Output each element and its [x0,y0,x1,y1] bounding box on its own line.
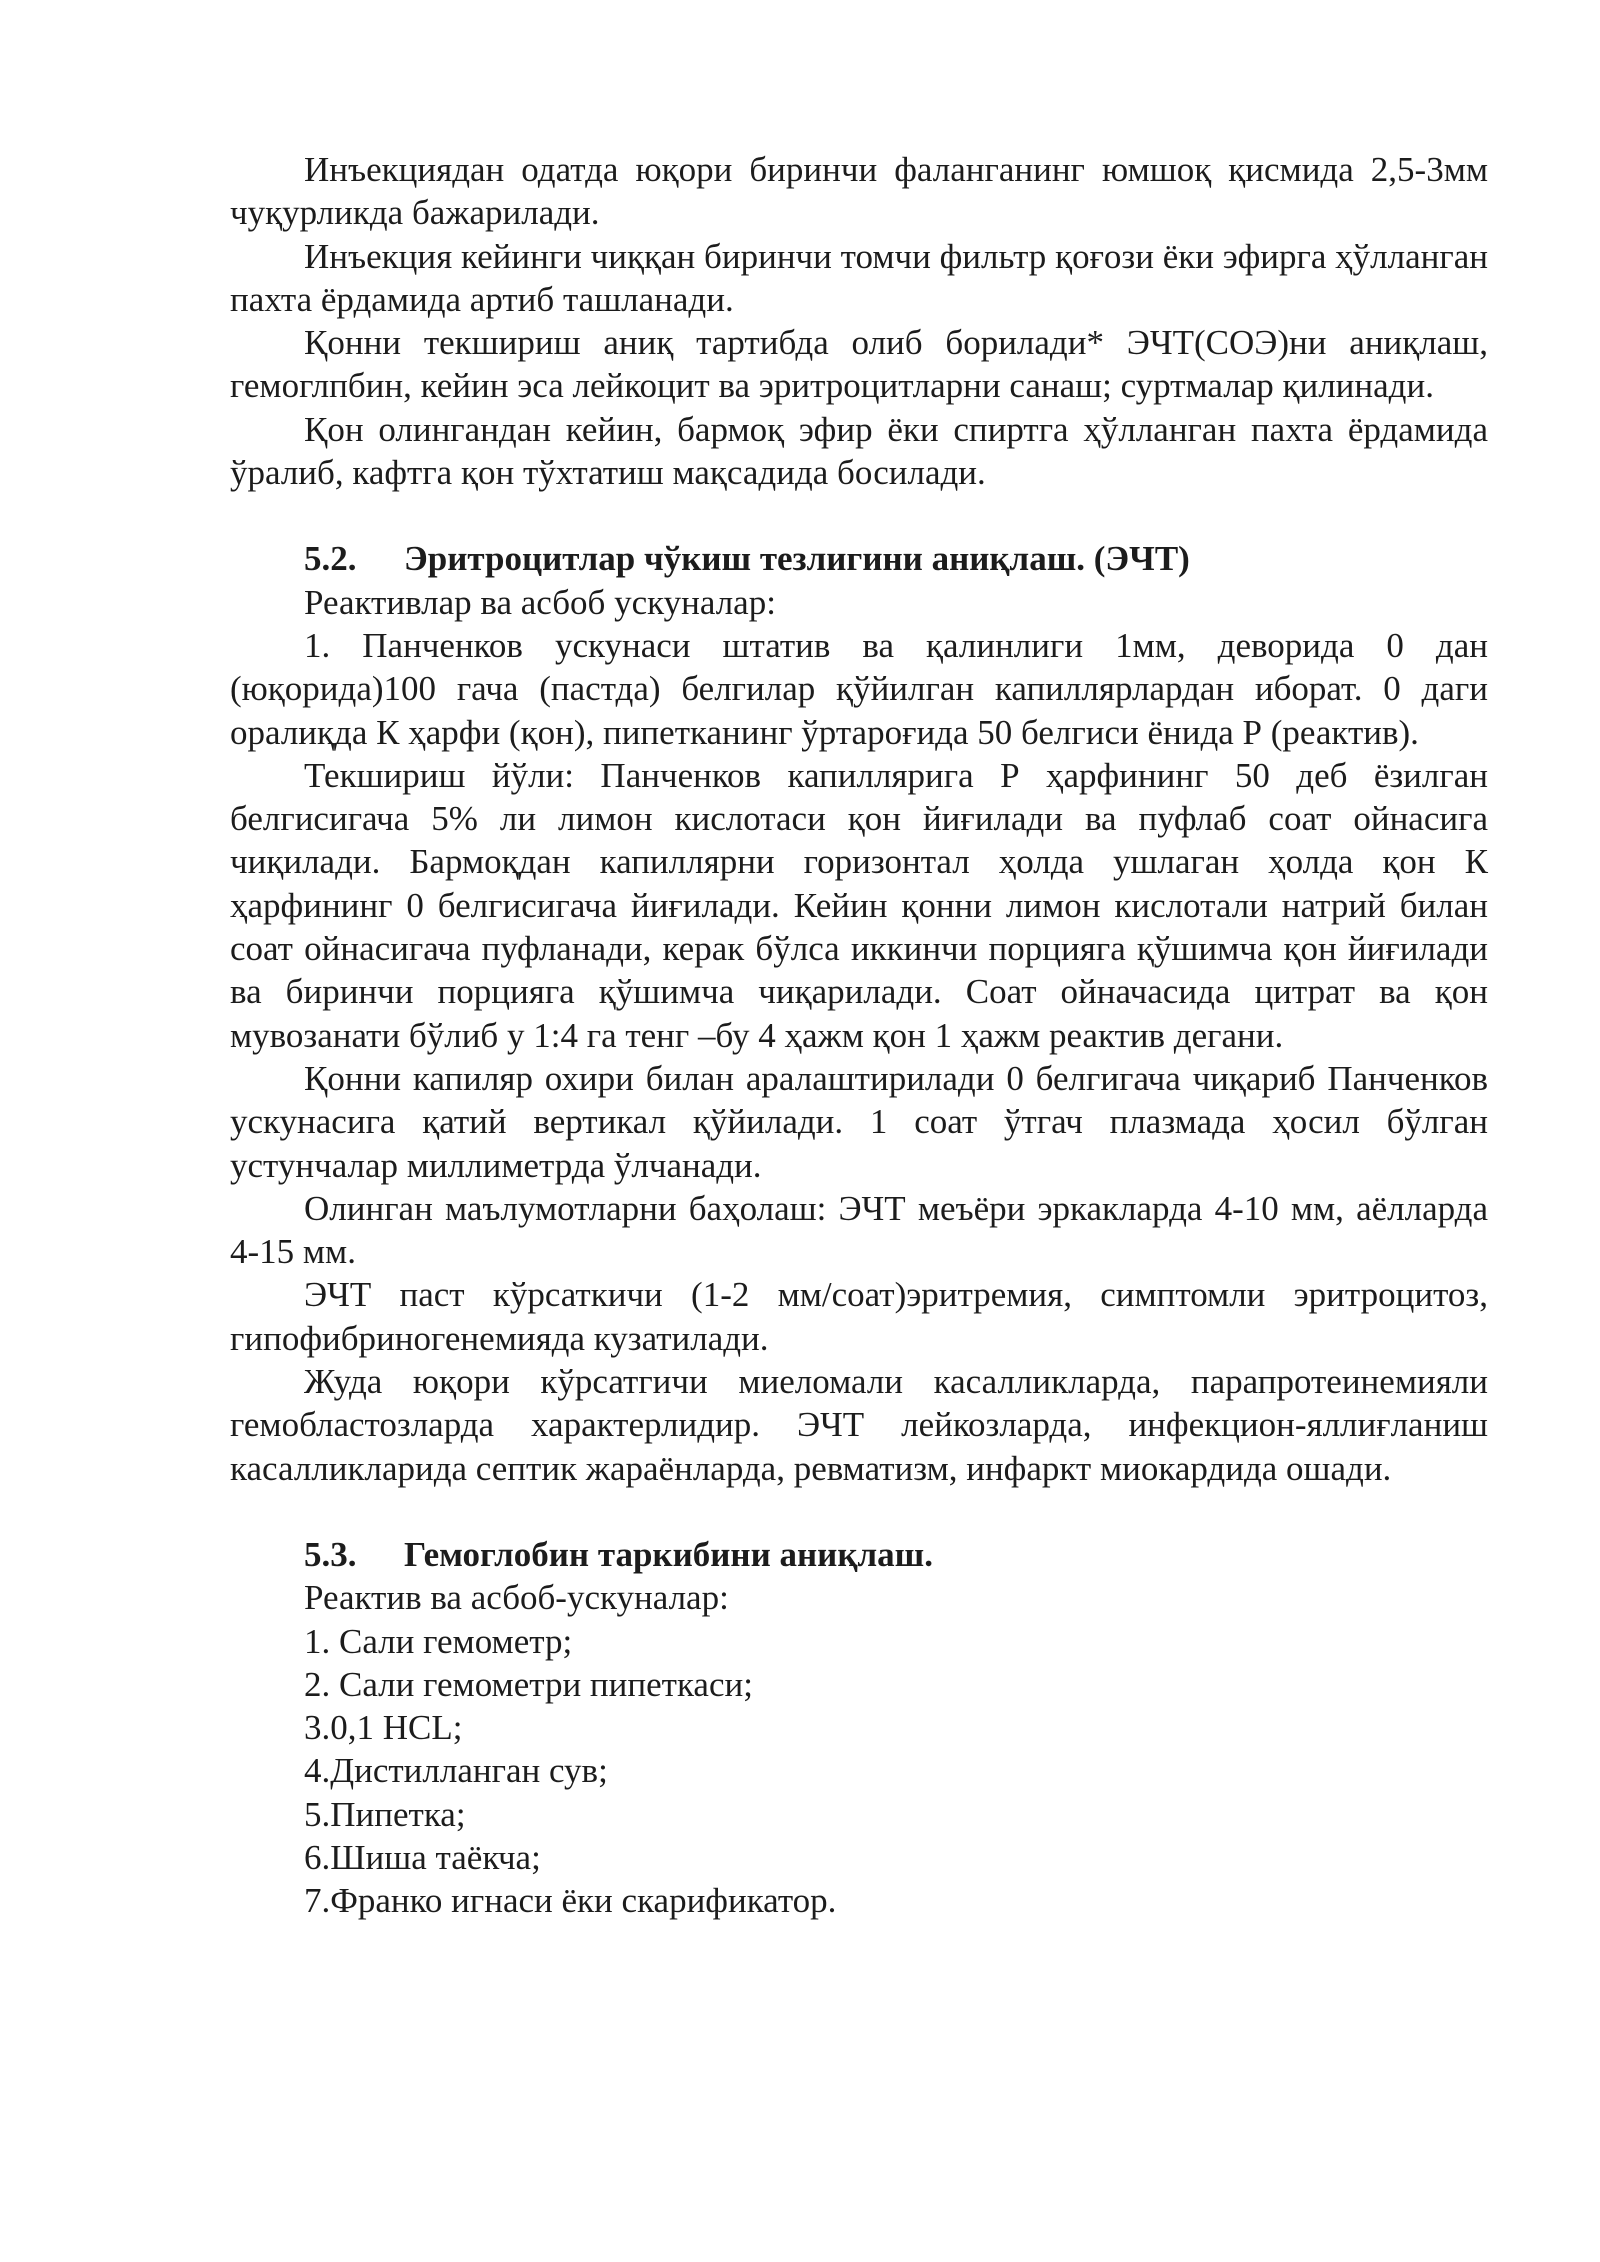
section-5-3-subtitle: Реактив ва асбоб-ускуналар: [304,1578,729,1618]
reagent-list-item: 3.0,1 HCL; [304,1708,463,1748]
section-5-2-title: Эритроцитлар чўкиш тезлигини аниқлаш. (ЭЧТ) [404,539,1190,579]
section-5-2-paragraph-2: Текшириш йўли: Панченков капиллярига Р ҳарфининг 50 деб ёзилган белгисигача 5% ли лимон кислотаси қон йиғилади ва пуфлаб соат ойнасига чиқилади. Бармоқдан капиллярни горизонтал ҳолда ушлаган ҳолда қон К ҳарфининг 0 белгисигача йиғилади. Кейин қонни лимон кислотали натрий билан соат ойнасигача пуфланади, керак бўлса иккинчи порцияга қўшимча қон йиғилади ва биринчи порцияга қўшимча чиқарилади. Соат ойначасида цитрат ва қон мувозанати бўлиб у 1:4 га тенг –бу 4 ҳажм қон 1 ҳажм реактив дегани. [230,755,1488,1055]
reagent-list-item: 7.Франко игнаси ёки скарификатор. [304,1881,837,1921]
reagent-list-item: 1. Сали гемометр; [304,1621,573,1661]
reagent-list-item: 6.Шиша таёкча; [304,1837,541,1877]
section-5-2-heading [230,537,1488,580]
section-spacer [230,1490,1488,1533]
intro-paragraph-2: Инъекция кейинги чиққан биринчи томчи фильтр қоғози ёки эфирга ҳўлланган пахта ёрдамида артиб ташланади. [230,236,1488,319]
section-5-2-number: 5.2. [304,539,357,579]
intro-paragraph-1: Инъекциядан одатда юқори биринчи фаланганинг юмшоқ қисмида 2,5-3мм чуқурликда бажарилади. [230,150,1488,233]
section-5-2-paragraph-4: Олинган маълумотларни баҳолаш: ЭЧТ меъёри эркакларда 4-10 мм, аёлларда 4-15 мм. [230,1188,1488,1272]
reagent-list-item: 2. Сали гемометри пипеткаси; [304,1664,753,1704]
section-spacer [230,494,1488,537]
section-5-2-paragraph-6: Жуда юқори кўрсатгичи миеломали касалликларда, парапротеинемияли гемобластозларда характерлидир. ЭЧТ лейкозларда, инфекцион-яллиғланиш касалликларида септик жараёнларда, ревматизм, инфаркт миокардида ошади. [230,1362,1488,1488]
reagent-list-item: 4.Дистилланган сув; [304,1751,608,1791]
section-5-2-paragraph-3: Қонни капиляр охири билан аралаштирилади 0 белгигача чиқариб Панченков ускунасига қатий вертикал қўйилади. 1 соат ўтгач плазмада ҳосил бўлган устунчалар миллиметрда ўлчанади. [230,1058,1488,1185]
section-5-3-title: Гемоглобин таркибини аниқлаш. [404,1534,933,1574]
section-5-3-number: 5.3. [304,1534,357,1574]
page-content [230,148,1488,1923]
section-5-2-paragraph-5: ЭЧТ паст кўрсаткичи (1-2 мм/соат)эритремия, симптомли эритроцитоз, гипофибриногенемияда кузатилади. [230,1275,1488,1358]
section-5-3-heading [230,1533,1488,1576]
reagent-list-item: 5.Пипетка; [304,1794,466,1834]
intro-paragraph-3: Қонни текшириш аниқ тартибда олиб борилади* ЭЧТ(СОЭ)ни аниқлаш, гемоглпбин, кейин эса лейкоцит ва эритроцитларни санаш; суртмалар қилинади. [230,323,1488,406]
section-5-2-paragraph-1: 1. Панченков ускунаси штатив ва қалинлиги 1мм, деворида 0 дан (юқорида)100 гача (пастда) белгилар қўйилган капиллярлардан иборат. 0 даги оралиқда К ҳарфи (қон), пипетканинг ўртароғида 50 белгиси ёнида Р (реактив). [230,625,1488,752]
intro-paragraph-4: Қон олингандан кейин, бармоқ эфир ёки спиртга ҳўлланган пахта ёрдамида ўралиб, кафтга қон тўхтатиш мақсадида босилади. [230,409,1488,493]
section-5-2-subtitle: Реактивлар ва асбоб ускуналар: [304,582,776,622]
